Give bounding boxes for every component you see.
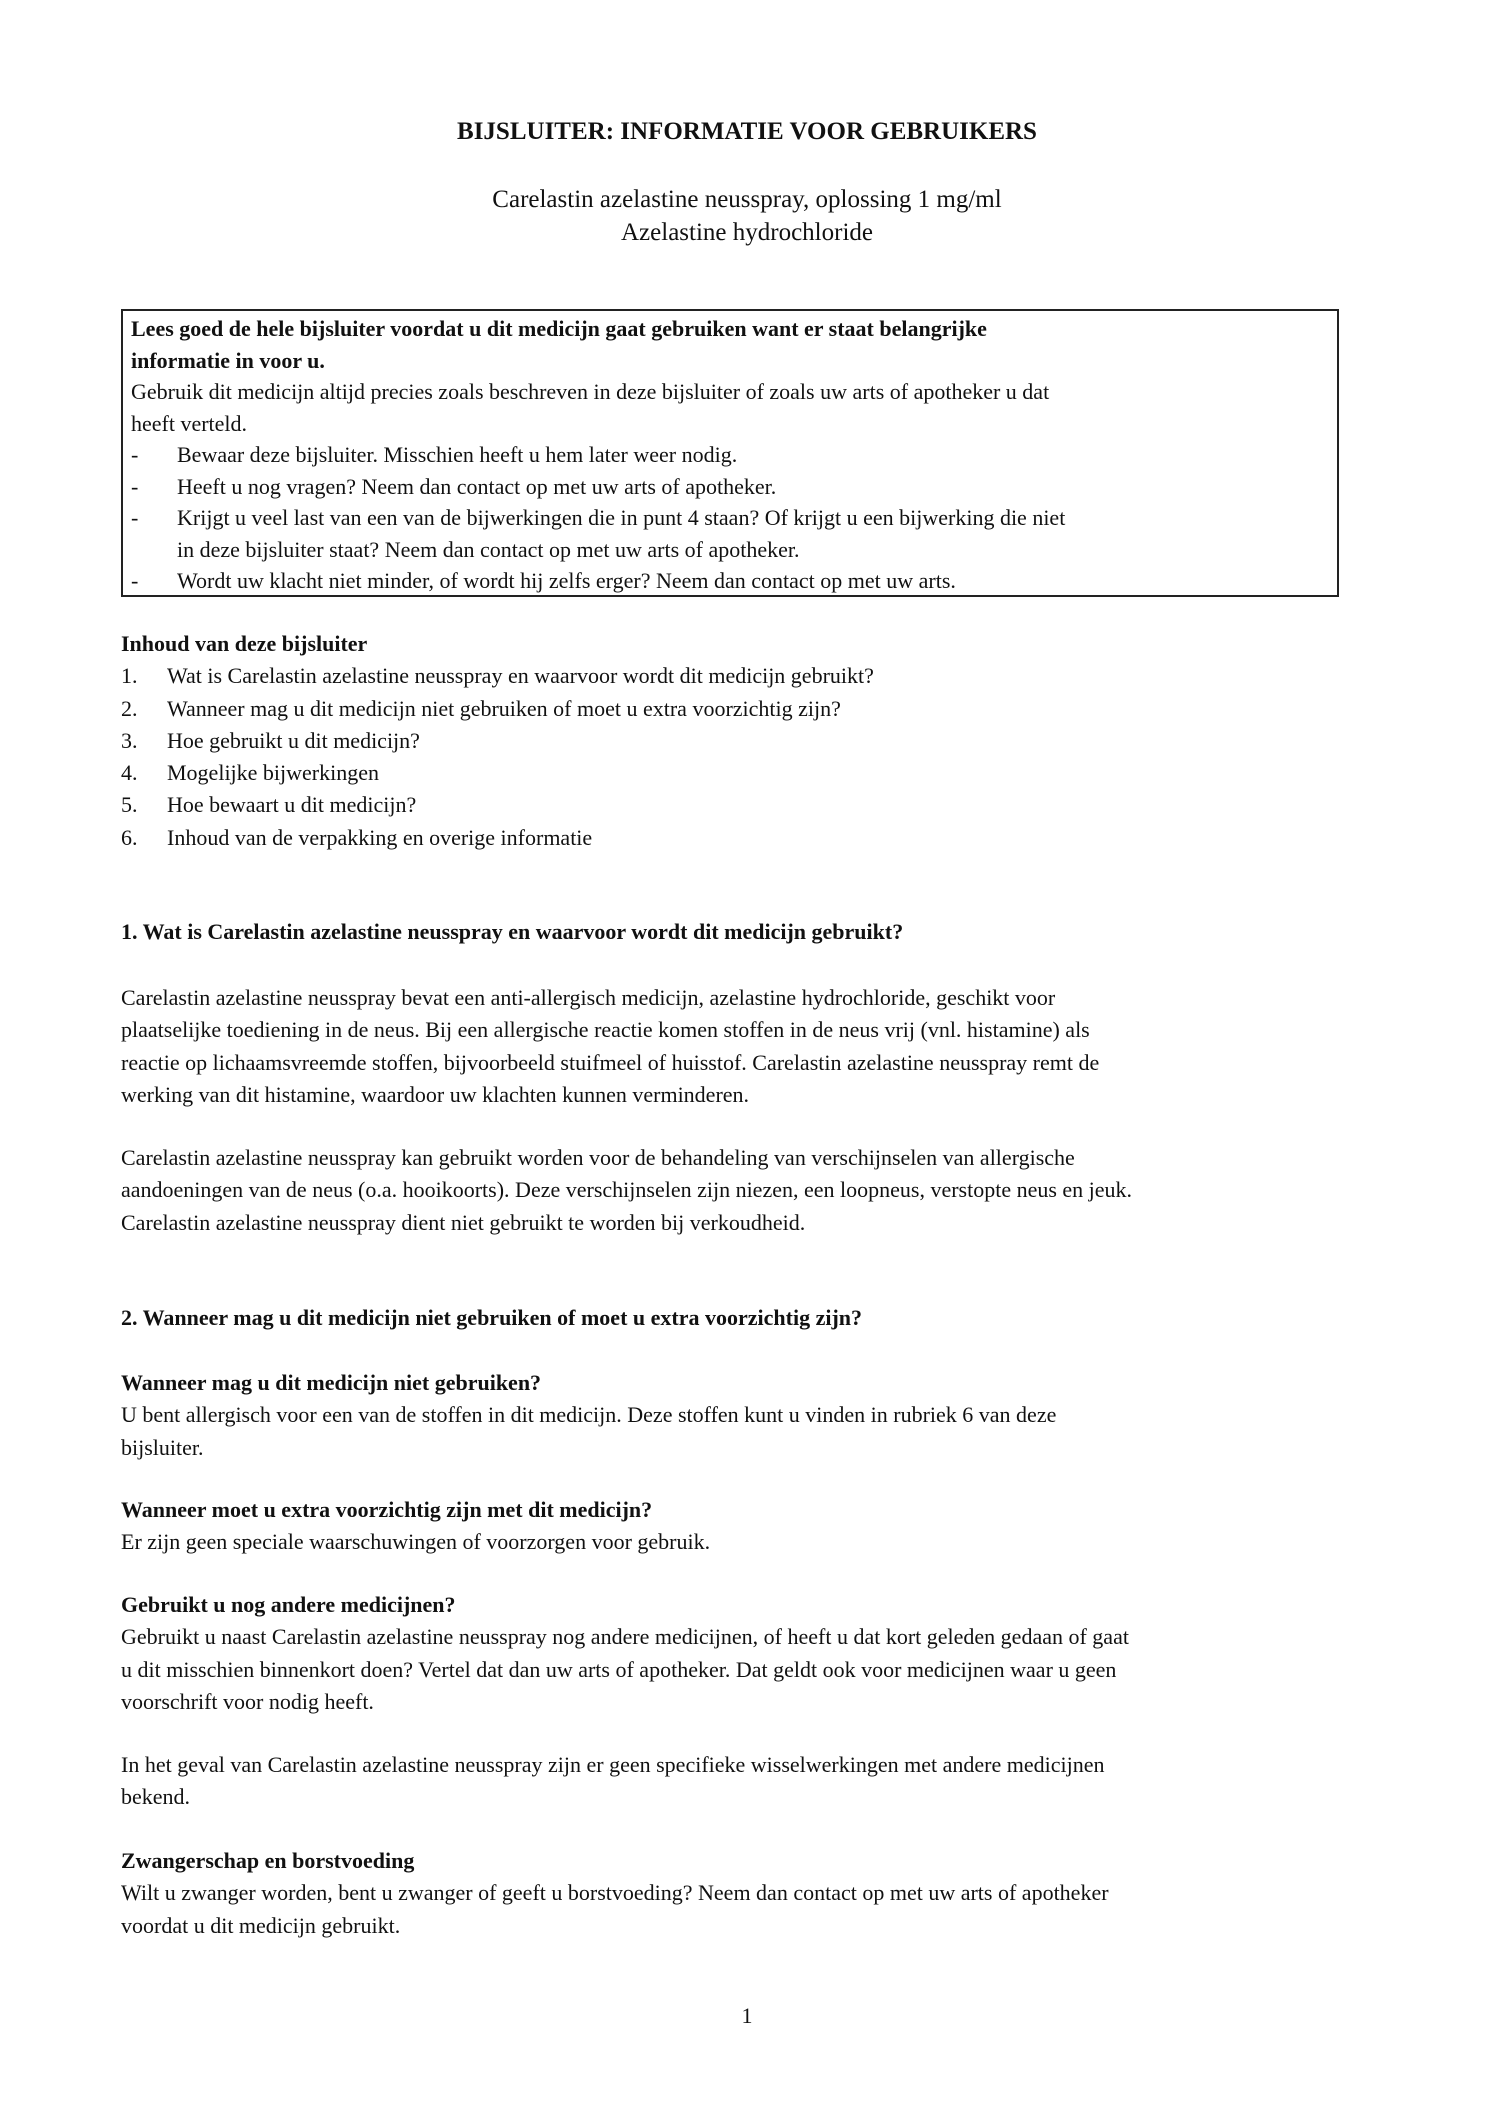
toc-number: 2. xyxy=(121,695,138,721)
subsection-heading: Wanneer mag u dit medicijn niet gebruiken? xyxy=(121,1370,542,1395)
subsection-heading: Wanneer moet u extra voorzichtig zijn met dit medicijn? xyxy=(121,1497,653,1522)
text-line: reactie op lichaamsvreemde stoffen, bijvoorbeeld stuifmeel of huisstof. Carelastin azelastine neusspray remt de xyxy=(121,1049,1100,1075)
toc-number: 5. xyxy=(121,792,138,818)
section-1-paragraph-1 xyxy=(121,982,1401,1111)
subsection-pregnancy xyxy=(121,1845,1401,1942)
toc-number: 1. xyxy=(121,663,138,689)
bullet-text: Heeft u nog vragen? Neem dan contact op met uw arts of apotheker. xyxy=(177,473,777,499)
dash-bullet-icon: - xyxy=(131,473,139,499)
dash-bullet-icon: - xyxy=(131,505,139,530)
text-line: werking van dit histamine, waardoor uw klachten kunnen verminderen. xyxy=(121,1081,750,1107)
text-line: voorschrift voor nodig heeft. xyxy=(121,1688,374,1714)
bullet-text-line: Krijgt u veel last van een van de bijwerkingen die in punt 4 staan? Of krijgt u een bijwerking die niet xyxy=(177,505,1066,530)
subsection-other-medicines-paragraph-2 xyxy=(121,1749,1401,1814)
notice-bold-line: Lees goed de hele bijsluiter voordat u dit medicijn gaat gebruiken want er staat belangrijke xyxy=(131,316,987,341)
bullet-text: Bewaar deze bijsluiter. Misschien heeft u hem later weer nodig. xyxy=(177,442,738,467)
bullet-text: Wordt uw klacht niet minder, of wordt hij zelfs erger? Neem dan contact op met uw arts. xyxy=(177,568,956,593)
page-number: 1 xyxy=(741,2003,753,2028)
subsection-extra-caution xyxy=(121,1494,1401,1559)
text-line: Gebruikt u naast Carelastin azelastine neusspray nog andere medicijnen, of heeft u dat kort geleden gedaan of gaat xyxy=(121,1624,1129,1650)
notice-bullet xyxy=(131,502,1331,565)
document-title: BIJSLUITER: INFORMATIE VOOR GEBRUIKERS xyxy=(457,118,1037,145)
toc-heading: Inhoud van deze bijsluiter xyxy=(121,631,368,656)
toc-item xyxy=(121,725,1401,757)
toc-item xyxy=(121,693,1401,725)
read-carefully-notice-box xyxy=(121,309,1339,597)
toc-label: Mogelijke bijwerkingen xyxy=(167,760,380,786)
text-line: aandoeningen van de neus (o.a. hooikoorts). Deze verschijnselen zijn niezen, een loopneus, verstopte neus en jeuk. xyxy=(121,1177,1133,1203)
toc-number: 6. xyxy=(121,824,138,850)
text-line: Carelastin azelastine neusspray kan gebruikt worden voor de behandeling van verschijnselen van allergische xyxy=(121,1145,1075,1170)
toc-item xyxy=(121,757,1401,789)
toc-item xyxy=(121,660,1401,692)
text-line: Carelastin azelastine neusspray dient niet gebruikt te worden bij verkoudheid. xyxy=(121,1209,806,1235)
notice-bullet xyxy=(131,471,1331,503)
text-line: plaatselijke toediening in de neus. Bij een allergische reactie komen stoffen in de neus vrij (vnl. histamine) als xyxy=(121,1017,1090,1043)
section-1-heading: 1. Wat is Carelastin azelastine neusspray en waarvoor wordt dit medicijn gebruikt? xyxy=(121,919,904,944)
bullet-text xyxy=(177,502,1331,565)
active-substance-line: Azelastine hydrochloride xyxy=(621,219,873,246)
text-line: voordat u dit medicijn gebruikt. xyxy=(121,1912,401,1938)
text-line: Wilt u zwanger worden, bent u zwanger of geeft u borstvoeding? Neem dan contact op met uw arts of apotheker xyxy=(121,1880,1109,1906)
notice-bullet xyxy=(131,565,1331,597)
toc-label: Wanneer mag u dit medicijn niet gebruiken of moet u extra voorzichtig zijn? xyxy=(167,695,841,721)
table-of-contents xyxy=(121,628,1401,854)
toc-number: 4. xyxy=(121,760,138,786)
subsection-not-use xyxy=(121,1367,1401,1464)
toc-item xyxy=(121,822,1401,854)
toc-label: Hoe bewaart u dit medicijn? xyxy=(167,792,417,818)
section-2-heading: 2. Wanneer mag u dit medicijn niet gebruiken of moet u extra voorzichtig zijn? xyxy=(121,1305,863,1330)
notice-bold-line: informatie in voor u. xyxy=(131,347,325,373)
section-1-paragraph-2 xyxy=(121,1142,1401,1239)
text-line: u dit misschien binnenkort doen? Vertel dat dan uw arts of apotheker. Dat geldt ook voor medicijnen waar u geen xyxy=(121,1656,1117,1682)
toc-item xyxy=(121,789,1401,821)
product-name-line: Carelastin azelastine neusspray, oplossing 1 mg/ml xyxy=(492,186,1002,213)
subsection-heading: Gebruikt u nog andere medicijnen? xyxy=(121,1592,456,1617)
product-subtitle xyxy=(0,183,1494,249)
notice-bullet xyxy=(131,439,1331,471)
text-line: Er zijn geen speciale waarschuwingen of voorzorgen voor gebruik. xyxy=(121,1529,711,1555)
toc-label: Inhoud van de verpakking en overige informatie xyxy=(167,824,593,850)
text-line: In het geval van Carelastin azelastine neusspray zijn er geen specifieke wisselwerkingen met andere medicijnen xyxy=(121,1752,1105,1777)
toc-label: Hoe gebruikt u dit medicijn? xyxy=(167,727,420,753)
text-line: Carelastin azelastine neusspray bevat een anti-allergisch medicijn, azelastine hydrochloride, geschikt voor xyxy=(121,985,1056,1010)
text-line: bijsluiter. xyxy=(121,1434,204,1460)
notice-intro-line: heeft verteld. xyxy=(131,410,248,436)
section-1 xyxy=(121,916,1401,948)
subsection-other-medicines xyxy=(121,1589,1401,1718)
text-line: bekend. xyxy=(121,1784,191,1810)
dash-bullet-icon: - xyxy=(131,442,139,467)
notice-intro-line: Gebruik dit medicijn altijd precies zoals beschreven in deze bijsluiter of zoals uw arts of apotheker u dat xyxy=(131,379,1050,404)
bullet-text-line: in deze bijsluiter staat? Neem dan contact op met uw arts of apotheker. xyxy=(177,536,800,562)
toc-number: 3. xyxy=(121,727,138,753)
section-2 xyxy=(121,1302,1401,1334)
text-line: U bent allergisch voor een van de stoffen in dit medicijn. Deze stoffen kunt u vinden in rubriek 6 van deze xyxy=(121,1402,1057,1428)
subsection-heading: Zwangerschap en borstvoeding xyxy=(121,1848,415,1873)
toc-label: Wat is Carelastin azelastine neusspray en waarvoor wordt dit medicijn gebruikt? xyxy=(167,663,874,689)
dash-bullet-icon: - xyxy=(131,568,139,593)
